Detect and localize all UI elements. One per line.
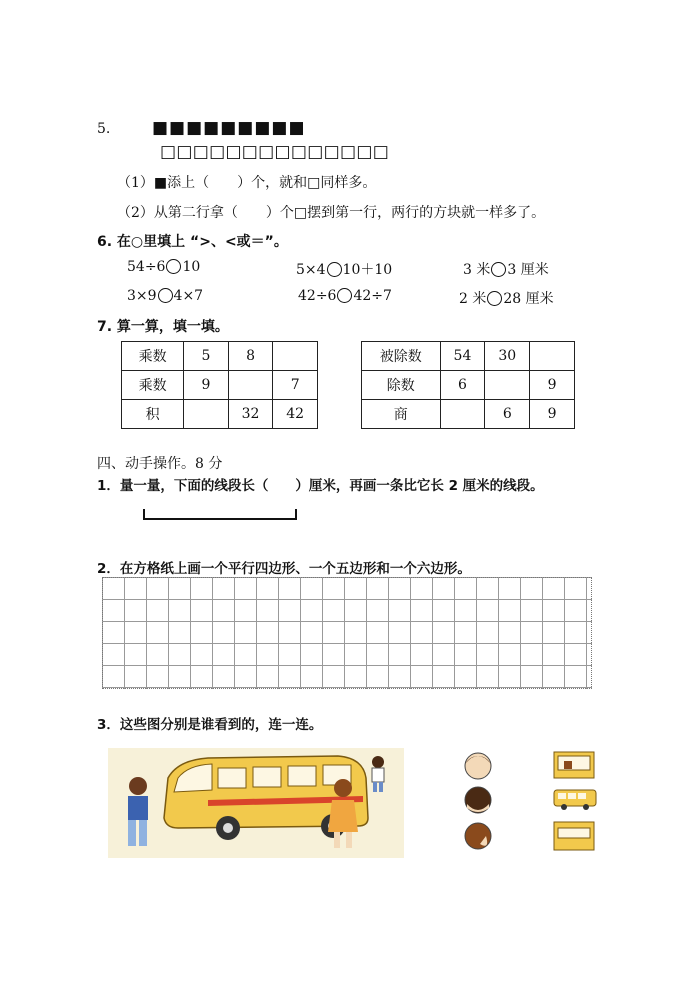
division-table xyxy=(361,341,575,429)
q6-title: 6. 在○里填上 “>、<或＝”。 xyxy=(97,234,288,250)
q6-item-6: 2 米 28 厘米 xyxy=(459,291,554,307)
table-cell xyxy=(228,371,273,400)
table-cell: 乘数 xyxy=(122,342,184,371)
compare-circle-icon xyxy=(158,288,173,303)
children-heads-illustration xyxy=(458,748,498,856)
q5-part2: （2）从第二行拿（ ）个□摆到第一行，两行的方块就一样多了。 xyxy=(117,205,546,221)
table-cell: 7 xyxy=(273,371,318,400)
q5-empty-squares: □□□□□□□□□□□□□□ xyxy=(160,142,390,162)
q5-filled-squares: ■■■■■■■■■ xyxy=(152,118,306,138)
graph-paper-grid[interactable] xyxy=(102,577,592,689)
section4-q3: 3．这些图分别是谁看到的，连一连。 xyxy=(97,717,323,733)
table-cell xyxy=(530,342,575,371)
compare-circle-icon xyxy=(487,291,502,306)
table-cell: 被除数 xyxy=(362,342,441,371)
table-cell: 6 xyxy=(440,371,485,400)
q6-item-1: 54÷6 10 xyxy=(127,259,201,275)
table-cell: 9 xyxy=(184,371,228,400)
q5-part1: （1）■添上（ ）个，就和□同样多。 xyxy=(117,175,377,191)
section4-q1: 1．量一量，下面的线段长（ ）厘米，再画一条比它长 2 厘米的线段。 xyxy=(97,478,544,494)
bus-scene-illustration xyxy=(108,748,404,858)
bus-views-illustration xyxy=(552,748,598,856)
table-cell: 6 xyxy=(485,400,530,429)
q6-item-5: 42÷6 42÷7 xyxy=(298,288,392,304)
section4-title: 四、动手操作。8 分 xyxy=(97,456,223,472)
table-cell: 除数 xyxy=(362,371,441,400)
table-cell: 商 xyxy=(362,400,441,429)
section4-q2: 2．在方格纸上画一个平行四边形、一个五边形和一个六边形。 xyxy=(97,561,471,577)
q5-number: 5. xyxy=(97,121,111,137)
compare-circle-icon xyxy=(327,262,342,277)
compare-circle-icon xyxy=(166,259,181,274)
table-cell: 32 xyxy=(228,400,273,429)
table-cell xyxy=(273,342,318,371)
table-cell: 9 xyxy=(530,371,575,400)
table-cell: 积 xyxy=(122,400,184,429)
q6-item-4: 3×9 4×7 xyxy=(127,288,204,304)
multiplication-table xyxy=(121,341,318,429)
q7-title: 7. 算一算，填一填。 xyxy=(97,319,229,335)
table-cell: 42 xyxy=(273,400,318,429)
table-cell: 5 xyxy=(184,342,228,371)
table-cell: 9 xyxy=(530,400,575,429)
compare-circle-icon xyxy=(491,262,506,277)
table-cell: 乘数 xyxy=(122,371,184,400)
table-cell: 54 xyxy=(440,342,485,371)
table-cell: 8 xyxy=(228,342,273,371)
table-cell: 30 xyxy=(485,342,530,371)
compare-circle-icon xyxy=(337,288,352,303)
q6-item-2: 5×4 10＋10 xyxy=(296,262,393,278)
q6-item-3: 3 米 3 厘米 xyxy=(463,262,549,278)
table-cell xyxy=(440,400,485,429)
table-cell xyxy=(184,400,228,429)
measure-line-segment xyxy=(143,509,297,520)
table-cell xyxy=(485,371,530,400)
